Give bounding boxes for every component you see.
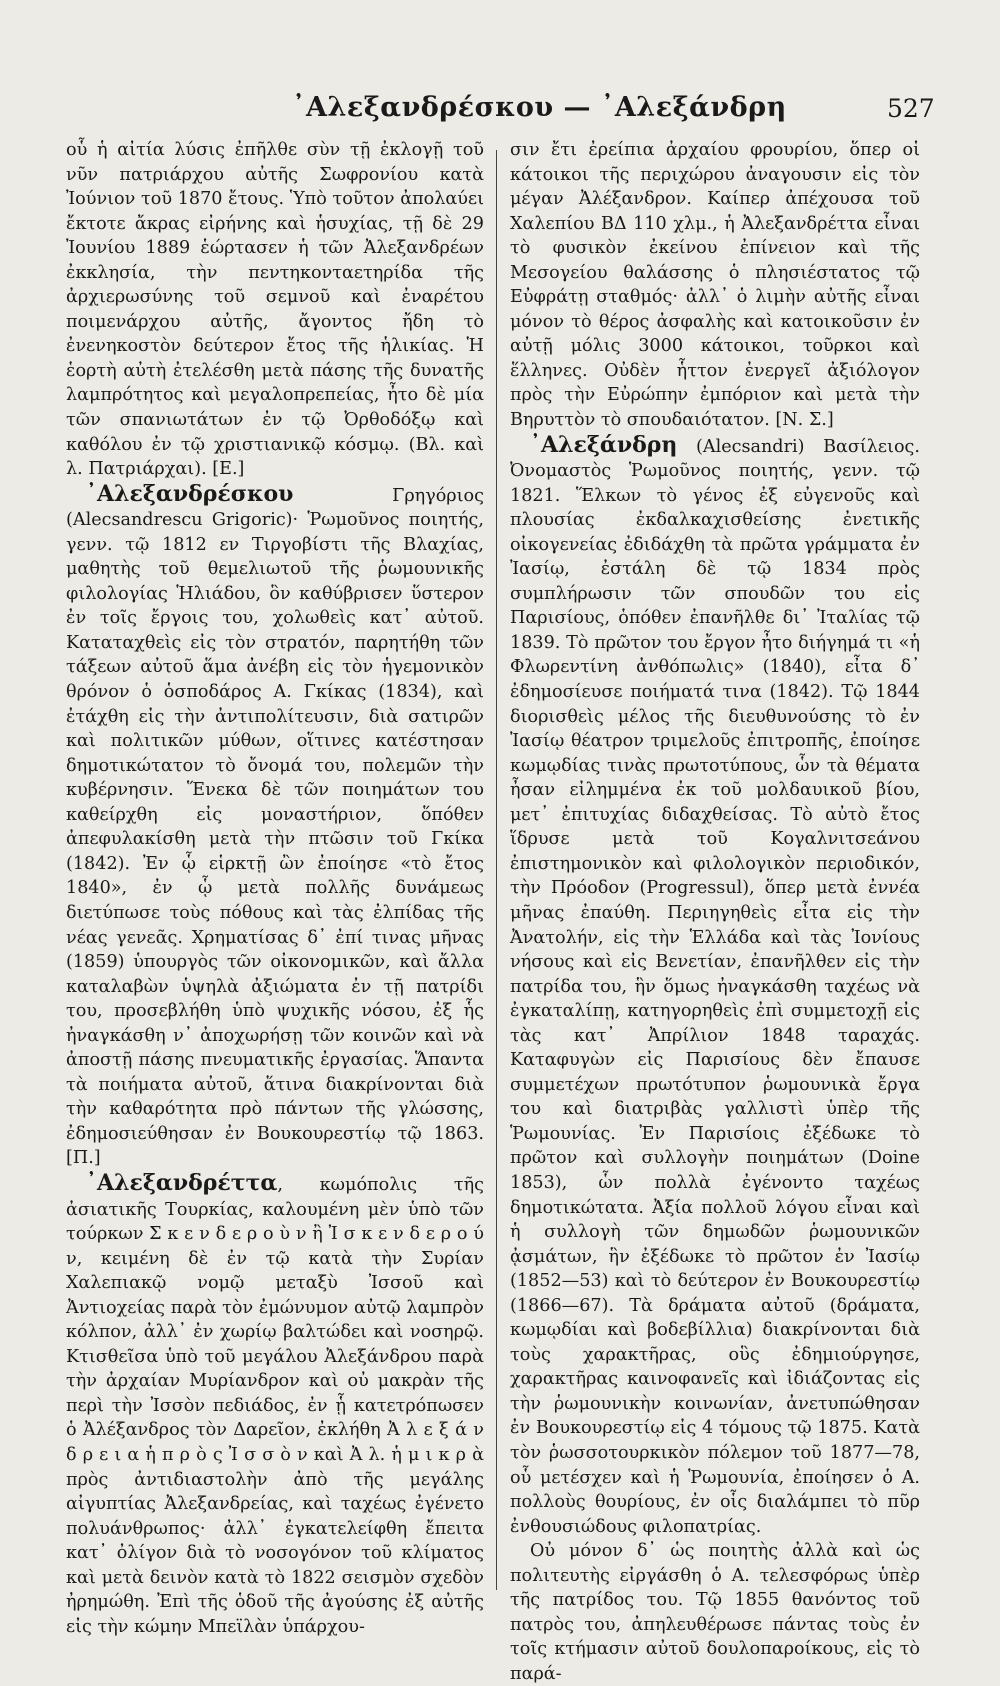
continued-paragraph: σιν ἔτι ἐρείπια ἀρχαίου φρουρίου, ὅπερ οἱ κάτοικοι τῆς περιχώρου ἀναγουσιν εἰς τὸν μέγαν Ἀλέξανδρον. Καίπερ ἀπέχουσα τοῦ Χαλεπίου ΒΔ 110 χλμ., ἡ Ἀλεξανδρέττα εἶναι τὸ φυσικὸν ἐκείνου ἐπίνειον καὶ τῆς Μεσογείου θαλάσσης ὁ πλησιέστατος τῷ Εὐφράτῃ σταθμός· ἀλλ᾽ ὁ λιμὴν αὐτῆς εἶναι μόνον τὸ θέρος ἀσφαλὴς καὶ κατοικοῦσιν ἐν αὐτῇ μόλις 3000 κάτοικοι, τοῦρκοι καὶ ἕλληνες. Οὐδὲν ἧττον ἐνεργεῖ ἀξιόλογον πρὸς τὴν Εὐρώπην ἐμπόριον καὶ μετὰ τὴν Βηρυττὸν τὸ σπουδαιότατον. [Ν. Σ.] [510,140,920,431]
entry-text: , κωμόπολις τῆς ἀσιατικῆς Τουρκίας, καλουμένη μὲν ὑπὸ τῶν τούρκων Σ κ ε ν δ ε ρ ο ὺ ν ἢ Ἰ σ κ ε ν δ ε ρ ο ύ ν, κειμένη δὲ ἐν τῷ κατὰ τὴν Συρίαν Χαλεπιακῷ νομῷ μεταξὺ Ἰσσοῦ καὶ Ἀντιοχείας παρὰ τὸν ἐμώνυμον αὐτῷ λαμπρὸν κόλπον, ἀλλ᾽ ἐν χωρίῳ βαλτώδει καὶ νοσηρῷ. Κτισθεῖσα ὑπὸ τοῦ μεγάλου Ἀλεξάνδρου παρὰ τὴν ἀρχαίαν Μυρίανδρον καὶ οὐ μακρὰν τῆς περὶ τὴν Ἰσσὸν πεδιάδος, ἐν ᾗ κατετρόπωσεν ὁ Ἀλέξανδρος τὸν Δαρεῖον, ἐκλήθη Ἀ λ ε ξ ά ν δ ρ ε ι α ἡ π ρ ὸ ς Ἰ σ σ ὸ ν καὶ Ἀ λ. ἡ μ ι κ ρ ὰ πρὸς ἀντιδιαστολὴν ἀπὸ τῆς μεγάλης αἰγυπτίας Ἀλεξανδρείας, καὶ ταχέως ἐγένετο πολυάνθρωπος· ἀλλ᾽ ἐγκατελείφθη ἔπειτα κατ᾽ ὀλίγον διὰ τὸ νοσογόνον τοῦ κλίματος καὶ μετὰ δεινὸν κατὰ τὸ 1822 σεισμὸν σχεδὸν ἠρημώθη. Ἐπὶ τῆς ὁδοῦ τῆς ἀγούσης ἐξ αὐτῆς εἰς τὴν κώμην Μπεϊλὰν ὑπάρχου- [66,1174,484,1637]
right-column [510,138,920,1686]
entry-alexandrescu [66,482,484,1171]
entry-headword: ᾿Αλεξανδρέσκου [86,480,294,507]
running-title: ᾿Αλεξανδρέσκου — ᾿Αλεξάνδρη [292,92,787,123]
entry-headword: ᾿Αλεξανδρέττα [86,1169,278,1196]
running-head [0,92,1000,128]
closing-paragraph: Οὐ μόνον δ᾽ ὡς ποιητὴς ἀλλὰ καὶ ὡς πολιτευτὴς εἰργάσθη ὁ Α. τελεσφόρως ὑπὲρ τῆς πατρίδος του. Τῷ 1855 θανόντος τοῦ πατρὸς του, ἀπηλευθέρωσε πάντας τοὺς ἐν τοῖς κτήμασιν αὐτοῦ δουλοπαροίκους, εἰς τὸ παρά- [510,1541,920,1684]
page-number: 527 [887,94,935,123]
entry-text: Γρηγόριος (Alecsandrescu Grigoric)· Ῥωμοῦνος ποιητής, γενν. τῷ 1812 εν Τιργοβίστι τῆς Βλαχίας, μαθητὴς τοῦ θεμελιωτοῦ τῆς ῥωμουνικῆς φιλολογίας Ἡλιάδου, ὃν καθύβρισεν ὕστερον ἐν τοῖς ἔργοις του, χολωθεὶς κατ᾽ αὐτοῦ. Καταταχθεὶς εἰς τὸν στρατόν, παρητήθη τῶν τάξεων αὐτοῦ ἅμα ἀνέβη εἰς τὸν ἡγεμονικὸν θρόνον ὁ ὁσποδάρος Α. Γκίκας (1834), καὶ ἐτάχθη εἰς τὴν ἀντιπολίτευσιν, διὰ σατιρῶν καὶ πολιτικῶν μύθων, οἵτινες κατέστησαν δημοτικώτατον τὸ ὄνομά του, πολεμῶν τὴν κυβέρνησιν. Ἕνεκα δὲ τῶν ποιημάτων του καθείρχθη εἰς μοναστήριον, ὅπόθεν ἀπεφυλακίσθη μετὰ τὴν πτῶσιν τοῦ Γκίκα (1842). Ἐν ᾧ εἱρκτῇ ὢν ἐποίησε «τὸ ἔτος 1840», ἐν ᾧ μετὰ πολλῆς δυνάμεως διετύπωσε τοὺς πόθους καὶ τὰς ἐλπίδας τῆς νέας γενεᾶς. Χρηματίσας δ᾽ ἐπί τινας μῆνας (1859) ὑπουργὸς τῶν οἰκονομικῶν, καὶ ἄλλα καταλαβὼν ὑψηλὰ ἀξιώματα ἐν τῇ πατρίδι του, προσεβλήθη ὑπὸ ψυχικῆς νόσου, ἐξ ἧς ἠναγκάσθη ν᾽ ἀποχωρήσῃ τῶν κοινῶν καὶ νὰ ἀποστῇ πάσης πνευματικῆς ἐργασίας. Ἅπαντα τὰ ποιήματα αὐτοῦ, ἅτινα διακρίνονται διὰ τὴν καθαρότητα πρὸ πάντων τῆς γλώσσης, ἐδημοσιεύθησαν ἐν Βουκουρεστίῳ τῷ 1863. [Π.] [66,485,484,1169]
left-column [66,138,484,1639]
entry-alexandretta [66,1171,484,1639]
continued-paragraph: οὗ ἡ αἰτία λύσις ἐπῆλθε σὺν τῇ ἐκλογῇ τοῦ νῦν πατριάρχου αὐτῆς Σωφρονίου κατὰ Ἰούνιον τοῦ 1870 ἔτους. Ὑπὸ τοῦτον ἀπολαύει ἔκτοτε ἄκρας εἰρήνης καὶ ἡσυχίας, τῇ δὲ 29 Ἰουνίου 1889 ἑώρτασεν ἡ τῶν Ἀλεξανδρέων ἐκκλησία, τὴν πεντηκονταετηρίδα τῆς ἀρχιερωσύνης τοῦ σεμνοῦ καὶ ἐναρέτου ποιμενάρχου αὐτῆς, ἄγοντος ἤδη τὸ ἐνενηκοστὸν δεύτερον ἔτος τῆς ἡλικίας. Ἡ ἑορτὴ αὐτὴ ἐτελέσθη μετὰ πάσης τῆς δυνατῆς λαμπρότητος καὶ μεγαλοπρεπείας, ἦτο δὲ μία τῶν σπανιωτάτων ἐν τῷ Ὀρθοδόξῳ καὶ καθόλου ἐν τῷ χριστιανικῷ κόσμῳ. (Βλ. καὶ λ. Πατριάρχαι). [Ε.] [66,140,484,480]
column-rule [496,150,497,1590]
entry-headword: ᾿Αλεξάνδρη [530,431,678,458]
entry-text: (Alecsandri) Βασίλειος. Ὀνομαστὸς Ῥωμοῦνος ποιητής, γενν. τῷ 1821. Ἕλκων τὸ γένος ἐξ εὐγενοῦς καὶ πλουσίας ἐκδαλκαχισθείσης ἐνετικῆς οἰκογενείας ἐδιδάχθη τὰ πρῶτα γράμματα ἐν Ἰασίῳ, ἐστάλη δὲ τῷ 1834 πρὸς συμπλήρωσιν τῶν σπουδῶν του εἰς Παρισίους, ὁπόθεν ἐπανῆλθε δι᾽ Ἰταλίας τῷ 1839. Τὸ πρῶτον του ἔργον ἦτο διήγημά τι «ἡ Φλωρεντίνη ἀνθόπωλις» (1840), εἶτα δ᾽ ἐδημοσίευσε ποιήματά τινα (1842). Τῷ 1844 διορισθεὶς μέλος τῆς διευθυνούσης τὸ ἐν Ἰασίῳ θέατρον τριμελοῦς ἐπιτροπῆς, ἐποίησε κωμῳδίας τινὰς πρωτοτύπους, ὧν τὰ θέματα ἦσαν εἰλημμένα ἐκ τοῦ μολδαυικοῦ βίου, μετ᾽ ἐπιτυχίας διδαχθείσας. Τὸ αὐτὸ ἔτος ἵδρυσε μετὰ τοῦ Κογαλνιτσεάνου ἐπιστημονικὸν καὶ φιλολογικὸν περιοδικόν, τὴν Πρόοδον (Progressul), ὅπερ μετὰ ἐννέα μῆνας ἐπαύθη. Περιηγηθεὶς εἶτα εἰς τὴν Ἀνατολήν, εἰς τὴν Ἑλλάδα καὶ τὰς Ἰονίους νήσους καὶ εἰς Βενετίαν, ἐπανῆλθεν εἰς τὴν πατρίδα του, ἣν ὅμως ἠναγκάσθη ταχέως νὰ ἐγκαταλίπῃ, κατηγορηθεὶς ἐπὶ συμμετοχῇ εἰς τὰς κατ᾽ Ἀπρίλιον 1848 ταραχάς. Καταφυγὼν εἰς Παρισίους δὲν ἔπαυσε συμμετέχων πρωτότυπον ῥωμουνικὰ ἔργα του καὶ διατριβὰς γαλλιστὶ ὑπὲρ τῆς Ῥωμουνίας. Ἐν Παρισίοις ἐξέδωκε τὸ πρῶτον καὶ συλλογὴν ποιημάτων (Doine 1853), ὧν πολλὰ ἐγένοντο ταχέως δημοτικώτατα. Ἀξία πολλοῦ λόγου εἶναι καὶ ἡ συλλογὴ τῶν δημωδῶν ῥωμουνικῶν ᾀσμάτων, ἣν ἐξέδωκε τὸ πρῶτον ἐν Ἰασίῳ (1852—53) καὶ τὸ δεύτερον ἐν Βουκουρεστίῳ (1866—67). Τὰ δράματα αὐτοῦ (δράματα, κωμῳδίαι καὶ βοδεβίλλια) διακρίνονται διὰ τοὺς χαρακτῆρας, οὓς ἐδημιούργησε, χαρακτῆρας καινοφανεῖς καὶ ἰδιάζοντας εἰς τὴν ῥωμουνικὴν κοινωνίαν, ἀνετυπώθησαν ἐν Βουκουρεστίῳ εἰς 4 τόμους τῷ 1875. Κατὰ τὸν ῥωσσοτουρκικὸν πόλεμον τοῦ 1877—78, οὗ μετέσχεν καὶ ἡ Ῥωμουνία, ἐποίησεν ὁ Α. πολλοὺς θουρίους, ἐν οἷς διαλάμπει τὸ πῦρ ἐνθουσιώδους φιλοπατρίας. [510,436,920,1537]
entry-alexandri [510,433,920,1540]
